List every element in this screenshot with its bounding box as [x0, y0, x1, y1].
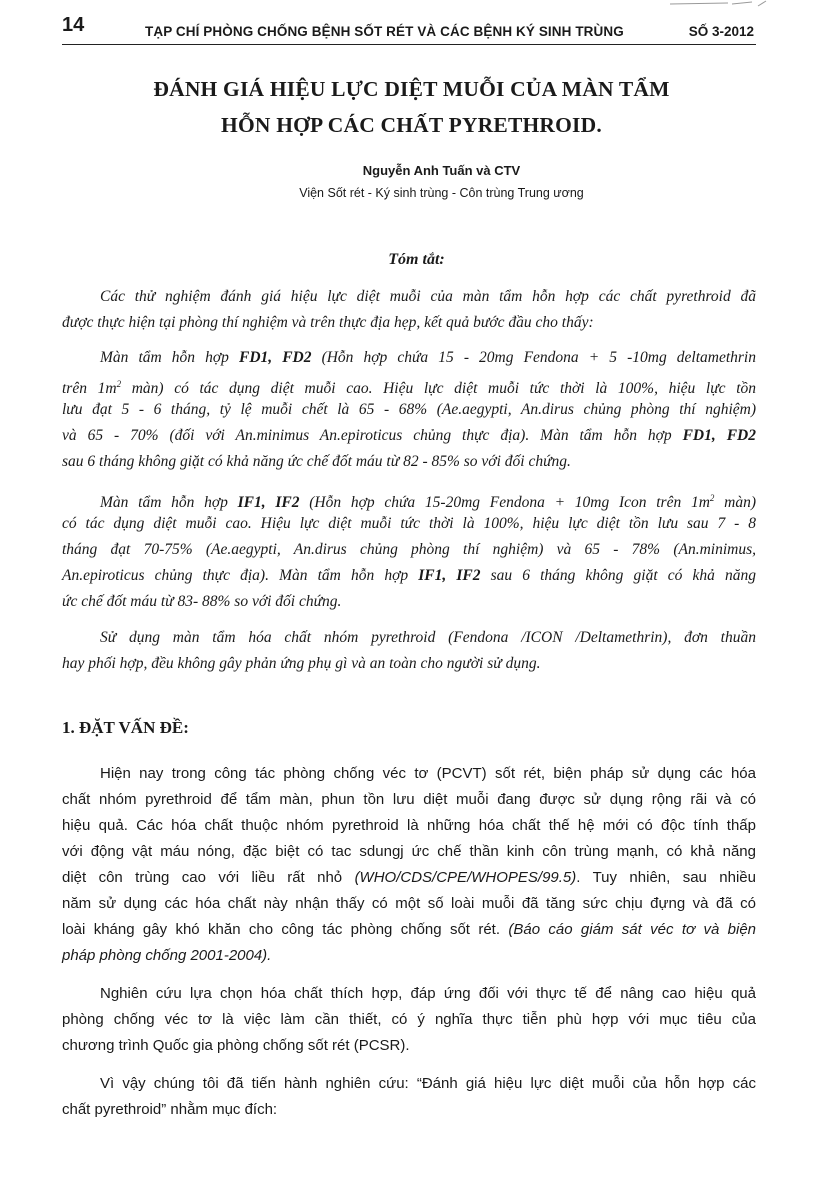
body-p1-line: chất nhóm pyrethroid để tẩm màn, phun tồn lưu diệt muỗi đang được sử dụng rộng rãi và có	[62, 791, 756, 808]
body-p2-line: Nghiên cứu lựa chọn hóa chất thích hợp, đáp ứng đối với thực tế để nâng cao hiệu quả	[100, 985, 756, 1002]
abstract-p3-line: An.epiroticus chủng thực địa). Màn tẩm hỗn hợp IF1, IF2 sau 6 tháng không giặt có khả năng	[62, 567, 756, 584]
body-p2-line: phòng chống véc tơ là việc làm cần thiết, có ý nghĩa thực tiễn phù hợp với mục tiêu của	[62, 1011, 756, 1028]
body-p1-line: loài kháng gây khó khăn cho công tác phòng chống sốt rét. (Báo cáo giám sát véc tơ và biện	[62, 921, 757, 938]
section-heading: 1. ĐẶT VẤN ĐỀ:	[62, 718, 189, 737]
header-rule	[62, 44, 756, 45]
abstract-p3-line: ức chế đốt máu từ 83- 88% so với đối chứng.	[62, 593, 342, 610]
body-p3-line: Vì vậy chúng tôi đã tiến hành nghiên cứu: “Đánh giá hiệu lực diệt muỗi của hỗn hợp các	[100, 1075, 756, 1092]
page-number: 14	[62, 14, 85, 36]
abstract-p1-line: Các thử nghiệm đánh giá hiệu lực diệt muỗi của màn tẩm hỗn hợp các chất pyrethroid đã	[100, 288, 756, 305]
body-p1-line: hiệu quả. Các hóa chất thuộc nhóm pyrethroid là những hóa chất thế hệ mới có độc tính thấp	[62, 817, 756, 834]
abstract-p3-line: tháng đạt 70-75% (Ae.aegypti, An.dirus chủng phòng thí nghiệm) và 65 - 78% (An.minimus,	[62, 541, 756, 558]
abstract-p2-line: Màn tẩm hỗn hợp FD1, FD2 (Hỗn hợp chứa 15 - 20mg Fendona + 5 -10mg deltamethrin	[100, 349, 756, 366]
abstract-p2-line: sau 6 tháng không giặt có khả năng ức chế đốt máu từ 82 - 85% so với đối chứng.	[62, 453, 571, 470]
body-p1-line: diệt côn trùng cao với liều rất nhỏ (WHO/CDS/CPE/WHOPES/99.5). Tuy nhiên, sau nhiều	[62, 869, 756, 886]
scan-artifact	[668, 0, 768, 8]
body-p1-line: năm sử dụng các hóa chất này nhận thấy có một số loài muỗi đã tăng sức chịu đựng và đã có	[62, 895, 756, 912]
abstract-p3-line: Màn tẩm hỗn hợp IF1, IF2 (Hỗn hợp chứa 15-20mg Fendona + 10mg Icon trên $1m^2$ màn)	[100, 493, 756, 512]
journal-title: TẠP CHÍ PHÒNG CHỐNG BỆNH SỐT RÉT VÀ CÁC BỆNH KÝ SINH TRÙNG	[145, 24, 624, 39]
abstract-p2-line: trên $1m^2$ màn) có tác dụng diệt muỗi cao. Hiệu lực diệt muỗi tức thời là 100%, hiệu lực tồn	[62, 379, 756, 398]
running-header	[62, 14, 756, 42]
body-p3-line: chất pyrethroid” nhằm mục đích:	[62, 1101, 278, 1118]
body-p1-line: Hiện nay trong công tác phòng chống véc tơ (PCVT) sốt rét, biện pháp sử dụng các hóa	[100, 765, 756, 782]
body-p2-line: chương trình Quốc gia phòng chống sốt rét (PCSR).	[62, 1037, 410, 1054]
abstract-p2-line: và 65 - 70% (đối với An.minimus An.epiroticus chủng thực địa). Màn tẩm hỗn hợp FD1, FD2	[62, 427, 756, 444]
abstract-p4-line: Sử dụng màn tẩm hóa chất nhóm pyrethroid (Fendona /ICON /Deltamethrin), đơn thuần	[100, 629, 756, 646]
abstract-heading: Tóm tắt:	[388, 251, 445, 268]
article-title-line-2: HỖN HỢP CÁC CHẤT PYRETHROID.	[221, 113, 602, 137]
body-p1-line: pháp phòng chống 2001-2004).	[62, 947, 272, 964]
affiliation: Viện Sốt rét - Ký sinh trùng - Côn trùng Trung ương	[299, 186, 584, 200]
abstract-p4-line: hay phối hợp, đều không gây phản ứng phụ gì và an toàn cho người sử dụng.	[62, 655, 541, 672]
issue-number: SỐ 3-2012	[688, 24, 754, 39]
abstract-p1-line: được thực hiện tại phòng thí nghiệm và trên thực địa hẹp, kết quả bước đầu cho thấy:	[62, 314, 594, 331]
body-p1-line: với động vật máu nóng, đặc biệt có tac sdungj ức chế thần kinh côn trùng mạnh, có khả năng	[62, 843, 756, 860]
article-title-line-1: ĐÁNH GIÁ HIỆU LỰC DIỆT MUỖI CỦA MÀN TẨM	[153, 77, 670, 101]
abstract-p2-line: lưu đạt 5 - 6 tháng, tỷ lệ muỗi chết là 65 - 68% (Ae.aegypti, An.dirus chủng phòng thí nghiệm)	[62, 401, 756, 418]
author: Nguyễn Anh Tuấn và CTV	[362, 163, 521, 178]
abstract-p3-line: có tác dụng diệt muỗi cao. Hiệu lực diệt muỗi tức thời là 100%, hiệu lực diệt tồn lưu sau 7 - 8	[62, 515, 756, 532]
